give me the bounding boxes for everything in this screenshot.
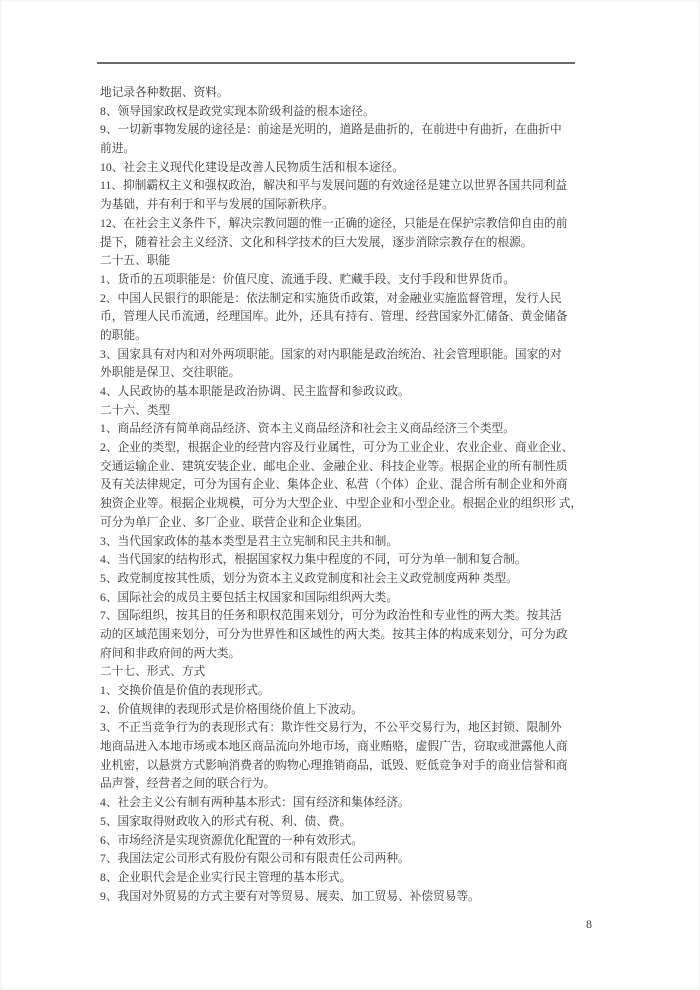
doc-line: 提下，随着社会主义经济、文化和科学技术的巨大发展，逐步消除宗教存在的根源。 bbox=[100, 235, 533, 249]
doc-line: 6、市场经济是实现资源优化配置的一种有效形式。 bbox=[100, 833, 363, 847]
header-rule bbox=[97, 62, 575, 64]
doc-line: 7、我国法定公司形式有股份有限公司和有限责任公司两种。 bbox=[100, 852, 410, 866]
doc-line: 6、国际社会的成员主要包括主权国家和国际组织两大类。 bbox=[100, 590, 399, 604]
section-heading: 二十六、类型 bbox=[100, 403, 171, 417]
doc-line: 1、货币的五项职能是：价值尺度、流通手段、贮藏手段、支付手段和世界货币。 bbox=[100, 272, 515, 286]
doc-line: 可分为单厂企业、多厂企业、联营企业和企业集团。 bbox=[100, 515, 369, 529]
doc-line: 2、中国人民银行的职能是：依法制定和实施货币政策，对金融业实施监督管理，发行人民 bbox=[100, 291, 562, 305]
doc-line: 及有关法律规定，可分为国有企业、集体企业、私营（个体）企业、混合所有制企业和外商 bbox=[100, 478, 568, 492]
doc-line: 11、抑制霸权主义和强权政治，解决和平与发展问题的有效途径是建立以世界各国共同利益 bbox=[100, 179, 568, 193]
doc-line: 9、一切新事物发展的途径是：前途是光明的，道路是曲折的，在前进中有曲折，在曲折中 bbox=[100, 123, 562, 137]
doc-line: 5、国家取得财政收入的形式有税、利、债、费。 bbox=[100, 814, 352, 828]
doc-line: 8、领导国家政权是政党实现本阶级利益的根本途径。 bbox=[100, 104, 375, 118]
doc-line: 4、社会主义公有制有两种基本形式：国有经济和集体经济。 bbox=[100, 796, 410, 810]
doc-line: 2、企业的类型，根据企业的经营内容及行业属性，可分为工业企业、农业企业、商业企业、 bbox=[100, 441, 574, 455]
doc-line: 3、不正当竞争行为的表现形式有：欺诈性交易行为，不公平交易行为，地区封锁、限制外 bbox=[100, 721, 562, 735]
doc-line: 1、商品经济有简单商品经济、资本主义商品经济和社会主义商品经济三个类型。 bbox=[100, 422, 515, 436]
document-text-block bbox=[100, 84, 583, 906]
doc-line: 8、企业职代会是企业实行民主管理的基本形式。 bbox=[100, 870, 352, 884]
doc-line: 业机密，以悬赏方式影响消费者的购物心理推销商品，诋毁、贬低竞争对手的商业信誉和商 bbox=[100, 758, 568, 772]
doc-line: 的职能。 bbox=[100, 328, 147, 342]
doc-line: 1、交换价值是价值的表现形式。 bbox=[100, 684, 270, 697]
doc-line: 9、我国对外贸易的方式主要有对等贸易、展卖、加工贸易、补偿贸易等。 bbox=[100, 889, 480, 903]
doc-line: 10、社会主义现代化建设是改善人民物质生活和根本途径。 bbox=[100, 160, 404, 174]
doc-line: 2、价值规律的表现形式是价格围绕价值上下波动。 bbox=[100, 702, 363, 716]
doc-line: 4、当代国家的结构形式，根据国家权力集中程度的不同，可分为单一制和复合制。 bbox=[100, 553, 527, 567]
section-heading: 二十五、职能 bbox=[100, 254, 171, 268]
doc-line: 4、人民政协的基本职能是政治协调、民主监督和参政议政。 bbox=[100, 385, 410, 398]
doc-line: 前进。 bbox=[100, 142, 136, 156]
doc-line: 外职能是保卫、交往职能。 bbox=[100, 366, 241, 380]
doc-line: 5、政党制度按其性质，划分为资本主义政党制度和社会主义政党制度两种 类型。 bbox=[100, 571, 518, 585]
doc-line: 地商品进入本地市场或本地区商品流向外地市场，商业贿赂，虚假广告，窃取或泄露他人商 bbox=[100, 740, 568, 754]
doc-line: 币，管理人民币流通，经理国库。此外，还具有持有、管理、经营国家外汇储备、黄金储备 bbox=[100, 310, 568, 324]
doc-line: 动的区域范围来划分，可分为世界性和区域性的两大类。按其主体的构成来划分，可分为政 bbox=[100, 627, 568, 641]
doc-line: 3、当代国家政体的基本类型是君主立宪制和民主共和制。 bbox=[100, 534, 399, 548]
doc-line: 府间和非政府间的两大类。 bbox=[100, 646, 241, 660]
section-heading: 二十七、形式、方式 bbox=[100, 665, 206, 679]
doc-line: 3、国家具有对内和对外两项职能。国家的对内职能是政治统治、社会管理职能。国家的对 bbox=[100, 347, 562, 361]
doc-line: 品声誉，经营者之间的联合行为。 bbox=[100, 777, 276, 791]
doc-line: 12、在社会主义条件下，解决宗教问题的惟一正确的途径，只能是在保护宗教信仰自由的前 bbox=[100, 216, 568, 230]
doc-line: 地记录各种数据、资料。 bbox=[100, 86, 229, 99]
doc-line: 为基础，并有利于和平与发展的国际新秩序。 bbox=[100, 198, 334, 212]
page-number: 8 bbox=[586, 917, 592, 931]
doc-line: 7、国际组织，按其目的任务和职权范围来划分，可分为政治性和专业性的两大类。按其活 bbox=[100, 609, 562, 623]
doc-line: 独资企业等。根据企业规模，可分为大型企业、中型企业和小型企业。根据企业的组织形 式， bbox=[100, 497, 583, 511]
doc-line: 交通运输企业、建筑安装企业、邮电企业、金融企业、科技企业等。根据企业的所有制性质 bbox=[100, 459, 568, 473]
